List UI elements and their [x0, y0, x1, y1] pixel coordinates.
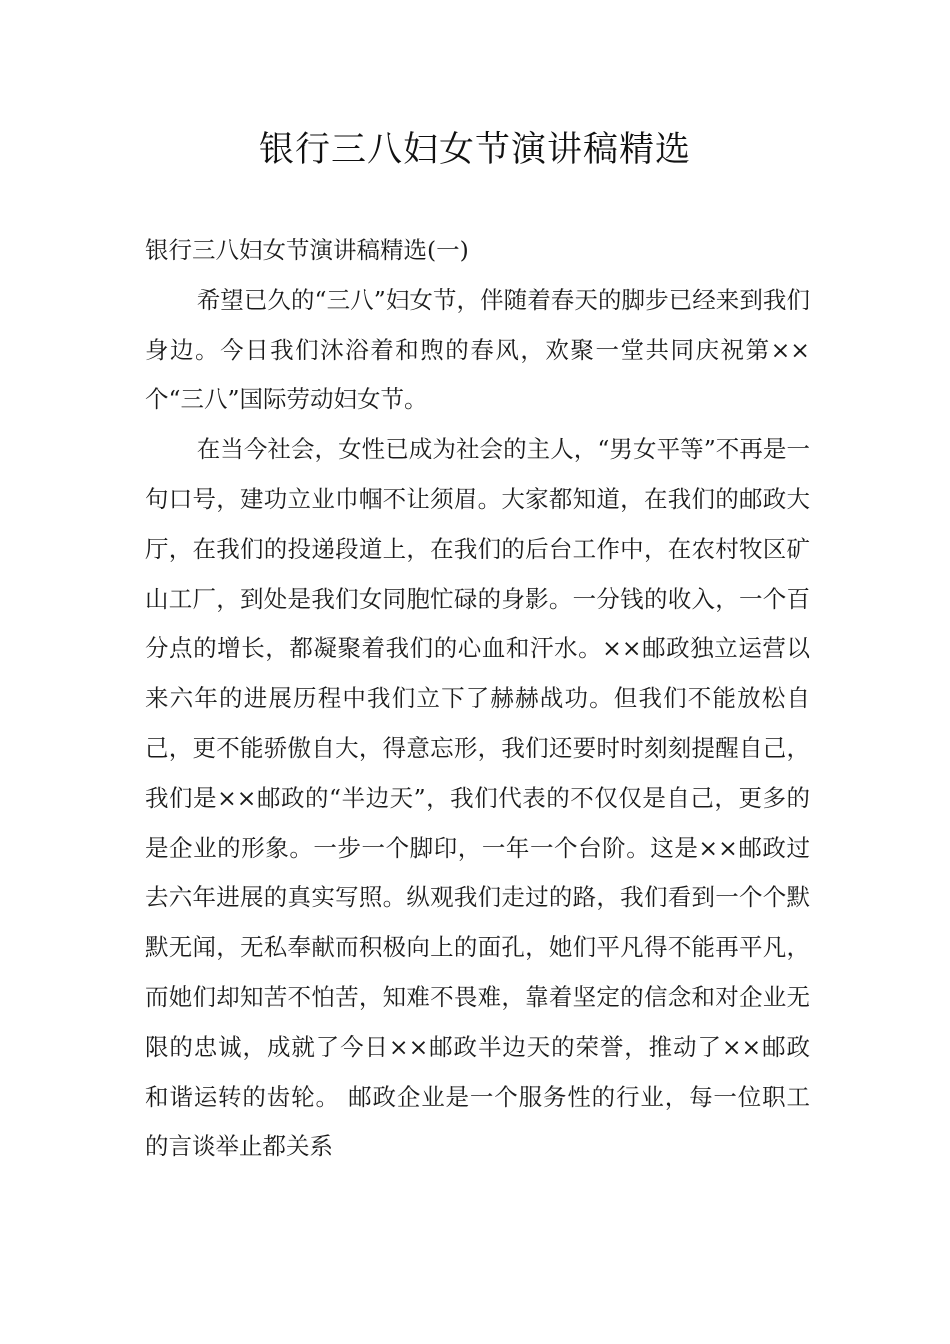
paragraph-1: 希望已久的“三八”妇女节，伴随着春天的脚步已经来到我们身边。今日我们沐浴着和煦的春风，欢聚一堂共同庆祝第××个“三八”国际劳动妇女节。 [145, 285, 810, 414]
paragraph-2: 在当今社会，女性已成为社会的主人，“男女平等”不再是一句口号，建功立业巾帼不让须眉。大家都知道，在我们的邮政大厅，在我们的投递段道上，在我们的后台工作中，在农村牧区矿山工厂，到处是我们女同胞忙碌的身影。一分钱的收入，一个百分点的增长，都凝聚着我们的心血和汗水。××邮政独立运营以来六年的进展历程中我们立下了赫赫战功。但我们不能放松自己，更不能骄傲自大，得意忘形，我们还要时时刻刻提醒自己，我们是××邮政的“半边天”，我们代表的不仅仅是自己，更多的是企业的形象。一步一个脚印，一年一个台阶。这是××邮政过去六年进展的真实写照。纵观我们走过的路，我们看到一个个默默无闻，无私奉献而积极向上的面孔，她们平凡得不能再平凡，而她们却知苦不怕苦，知难不畏难，靠着坚定的信念和对企业无限的忠诚，成就了今日××邮政半边天的荣誉，推动了××邮政和谐运转的齿轮。 邮政企业是一个服务性的行业，每一位职工的言谈举止都关系 [145, 435, 810, 1161]
document-body [145, 226, 810, 1172]
document-title: 银行三八妇女节演讲稿精选 [258, 130, 691, 170]
section-subheading: 银行三八妇女节演讲稿精选(一) [145, 236, 469, 264]
